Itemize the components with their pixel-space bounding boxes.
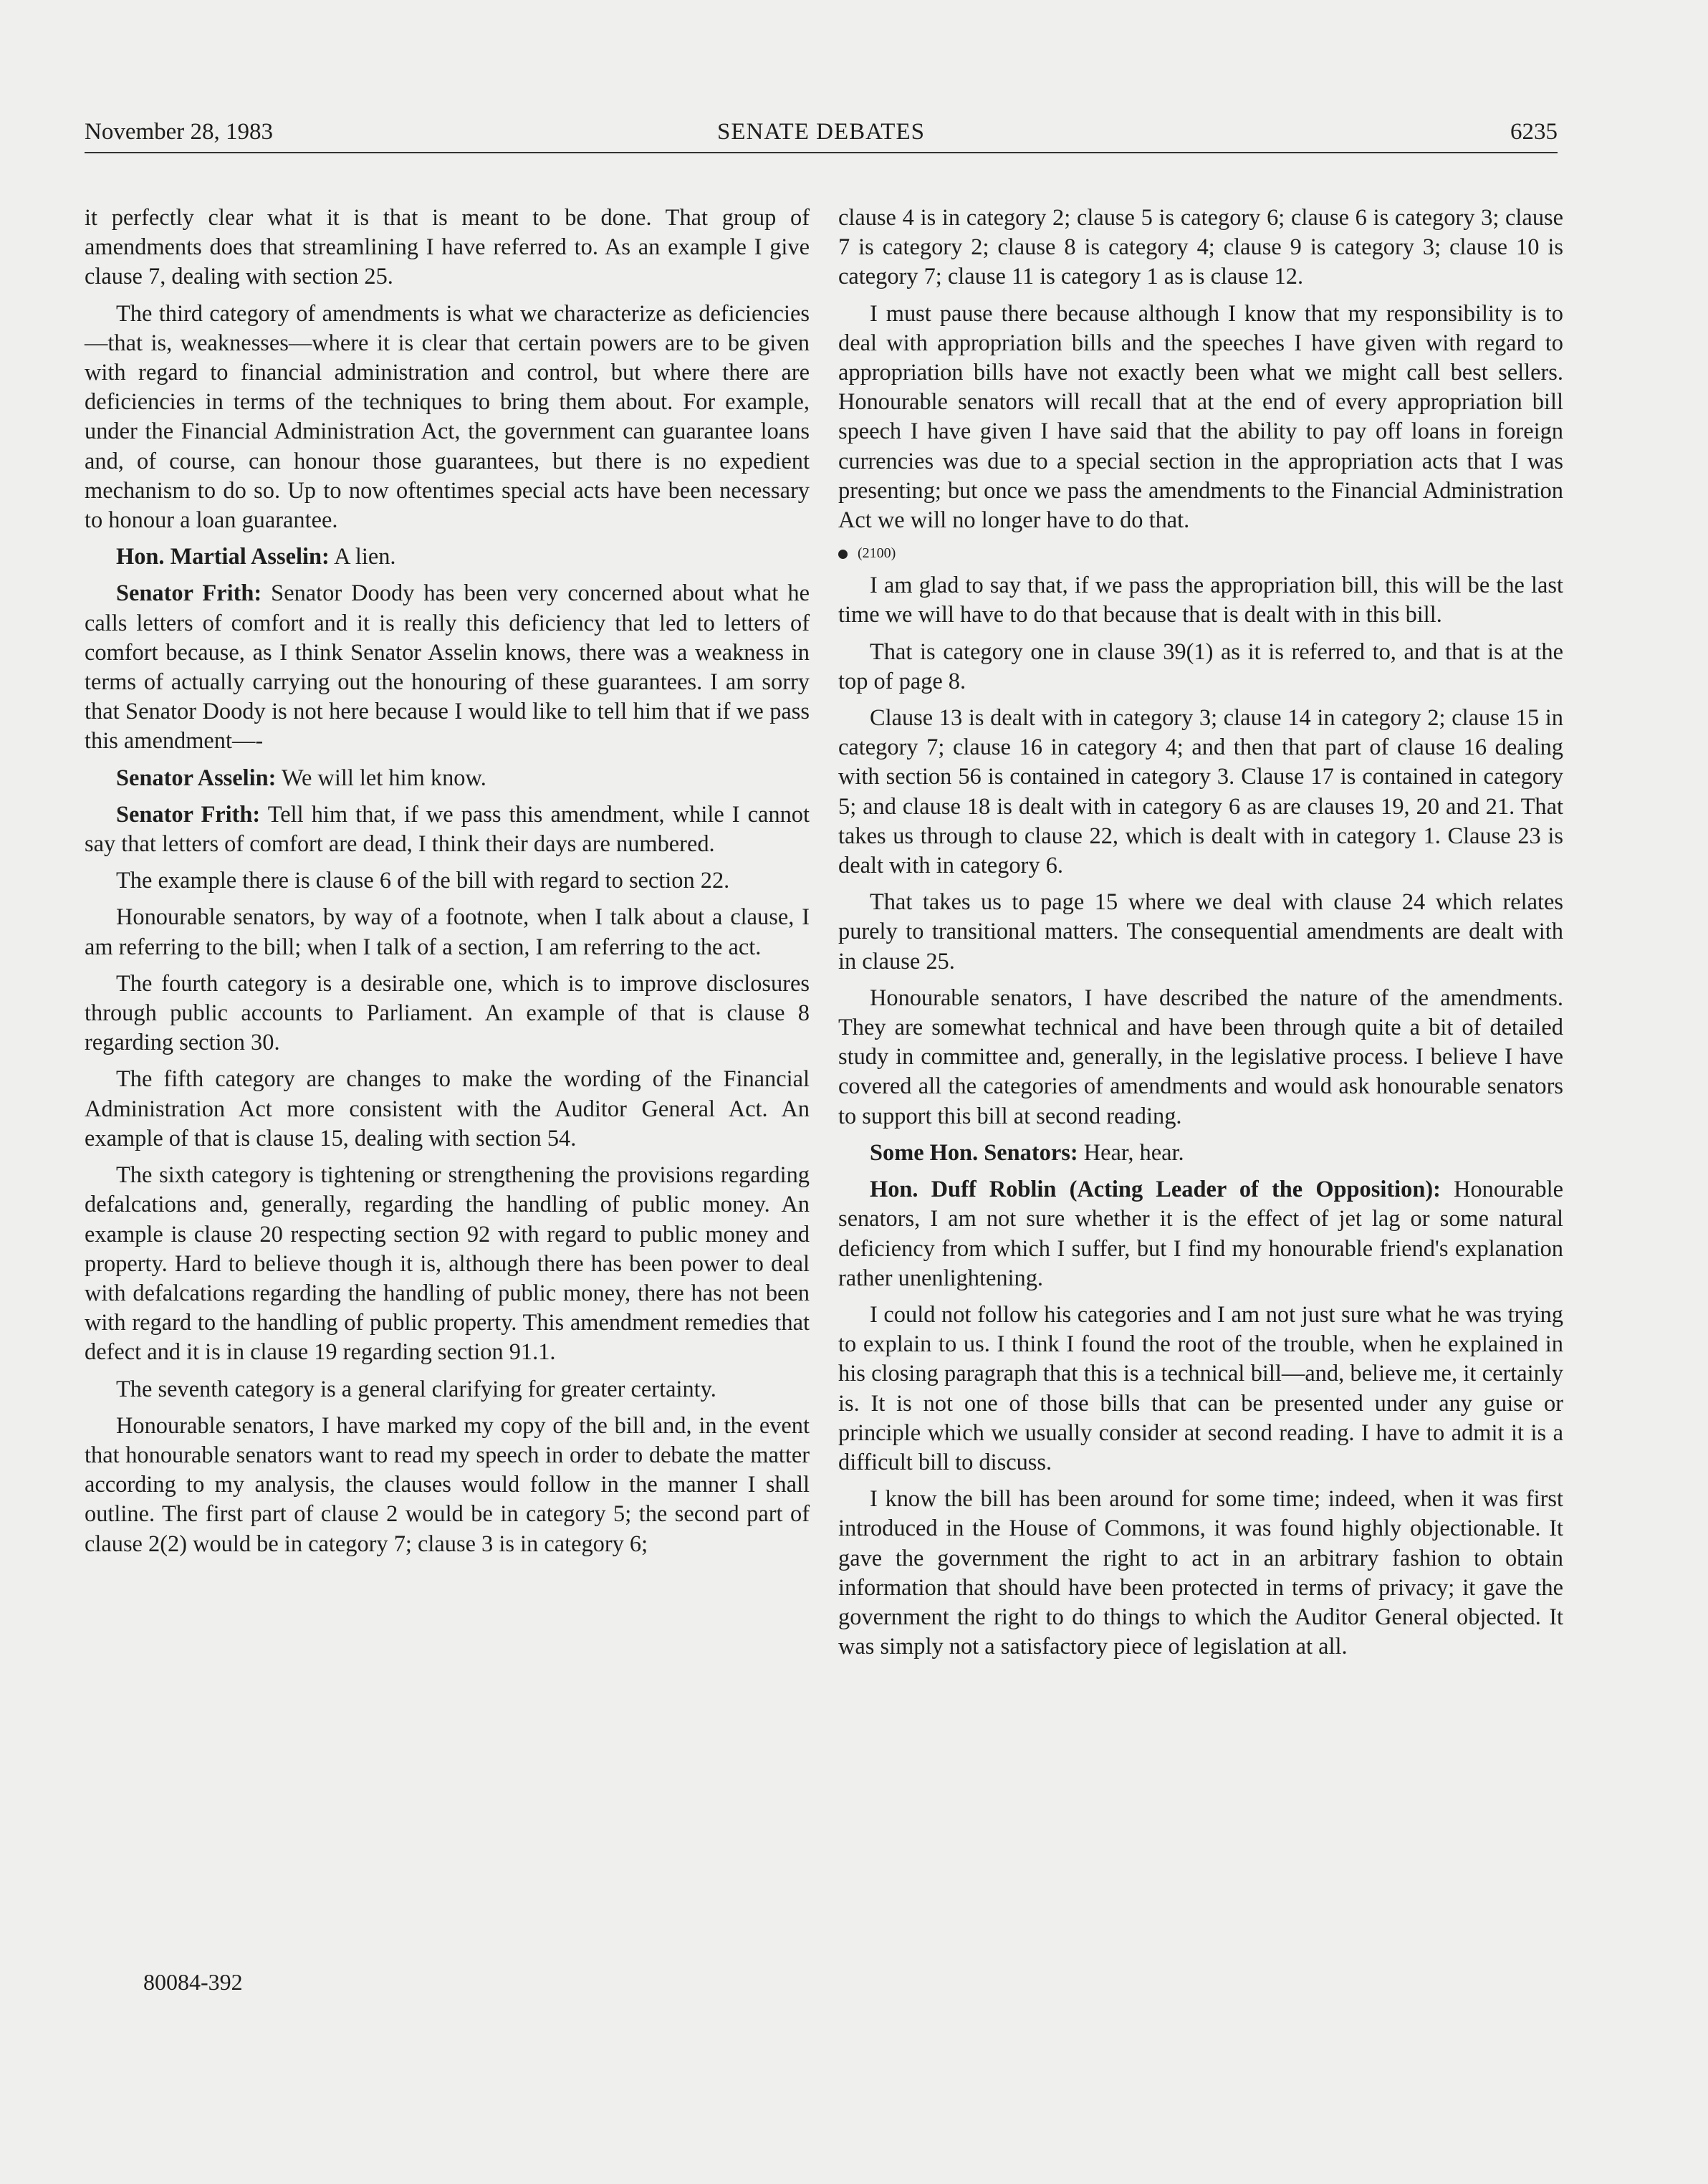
paragraph xyxy=(85,579,810,756)
speaker-name: Hon. Duff Roblin (Acting Leader of the Opposition): xyxy=(870,1177,1441,1203)
paragraph xyxy=(85,764,810,793)
header-page-number: 6235 xyxy=(1510,119,1558,145)
paragraph: I am glad to say that, if we pass the appropriation bill, this will be the last time we will have to do that because that is dealt with in this bill. xyxy=(838,573,1563,628)
speaker-name: Hon. Martial Asselin: xyxy=(116,544,330,570)
time-marker xyxy=(838,542,1563,564)
paragraph: I know the bill has been around for some time; indeed, when it was first introduced in the House of Commons, it was found highly objectionable. It gave the government the right to act in an arbitrary fashion to obtain information that should have been protected in terms of privacy; it gave the government the right to do things to which the Auditor General objected. It was simply not a satisfactory piece of legislation at all. xyxy=(838,1486,1563,1660)
paragraph: clause 4 is in category 2; clause 5 is category 6; clause 6 is category 3; clause 7 is category 2; clause 8 is category 4; clause 9 is category 3; clause 10 is category 7; clause 11 is category 1 as is clause 12. xyxy=(838,205,1563,290)
header-date: November 28, 1983 xyxy=(85,119,274,145)
time-marker-text: (2100) xyxy=(858,545,896,562)
header-title: SENATE DEBATES xyxy=(717,119,925,145)
paragraph: Honourable senators, by way of a footnote, when I talk about a clause, I am referring to the bill; when I talk of a section, I am referring to the act. xyxy=(85,904,810,960)
paragraph xyxy=(85,800,810,859)
paragraph: Clause 13 is dealt with in category 3; clause 14 in category 2; clause 15 in category 7; clause 16 in category 4; and then that part of clause 16 dealing with section 56 is contained in category 3. Clause 17 is contained in category 5; and clause 18 is dealt with in category 6 as are clauses 19, 20 and 21. That takes us through to clause 22, which is dealt with in category 1. Clause 23 is dealt with in category 6. xyxy=(838,705,1563,879)
speech-text: Tell him that, if we pass this amendment, while I cannot say that letters of comfort are dead, I think their days are numbered. xyxy=(85,801,810,858)
left-column xyxy=(85,203,810,1566)
right-column xyxy=(838,203,1563,1669)
page-header xyxy=(85,119,1558,153)
speech-text: Senator Doody has been very concerned about what he calls letters of comfort and it is really this deficiency that led to letters of comfort because, as I think Senator Asselin knows, there was a weakness in terms of actually carrying out the honouring of these guarantees. I am sorry that Senator Doody is not here because I would like to tell him that if we pass this amendment—- xyxy=(85,580,810,755)
paragraph xyxy=(85,542,810,572)
speaker-name: Some Hon. Senators: xyxy=(870,1139,1078,1166)
bullet-icon xyxy=(838,550,848,559)
paragraph xyxy=(838,1139,1563,1168)
speaker-name: Senator Frith: xyxy=(116,580,262,607)
speech-text: We will let him know. xyxy=(276,765,486,791)
paragraph: The fourth category is a desirable one, which is to improve disclosures through public accounts to Parliament. An example of that is clause 8 regarding section 30. xyxy=(85,970,810,1056)
paragraph: That is category one in clause 39(1) as it is referred to, and that is at the top of page 8. xyxy=(838,638,1563,694)
speech-text: A lien. xyxy=(329,544,396,570)
paragraph: The seventh category is a general clarifying for greater certainty. xyxy=(116,1376,716,1402)
paragraph: Honourable senators, I have described the nature of the amendments. They are somewhat technical and have been through quite a bit of detailed study in committee and, generally, in the legislative process. I believe I have covered all the categories of amendments and would ask honourable senators to support this bill at second reading. xyxy=(838,985,1563,1129)
paragraph: I must pause there because although I know that my responsibility is to deal with appropriation bills and the speeches I have given with regard to appropriation bills have not exactly been what we might call best sellers. Honourable senators will recall that at the end of every appropriation bill speech I have given I have said that the ability to pay off loans in foreign currencies was due to a special section in the appropriation acts that I was presenting; but once we pass the amendments to the Financial Administration Act we will no longer have to do that. xyxy=(838,300,1563,534)
paragraph: I could not follow his categories and I am not just sure what he was trying to explain to us. I think I found the root of the trouble, when he explained in his closing paragraph that this is a technical bill—and, believe me, it certainly is. It is not one of those bills that can be presented under any guise or principle which we usually consider at second reading. I have to admit it is a difficult bill to discuss. xyxy=(838,1301,1563,1475)
speaker-name: Senator Frith: xyxy=(116,801,261,828)
paragraph xyxy=(838,1175,1563,1293)
speech-text: Honourable senators, I am not sure whether it is the effect of jet lag or some natural deficiency from which I suffer, but I find my honourable friend's explanation rather unenlightening. xyxy=(838,1177,1563,1291)
paragraph: That takes us to page 15 where we deal with clause 24 which relates purely to transitional matters. The consequential amendments are dealt with in clause 25. xyxy=(838,889,1563,974)
paragraph: it perfectly clear what it is that is meant to be done. That group of amendments does that streamlining I have referred to. As an example I give clause 7, dealing with section 25. xyxy=(85,205,810,290)
footer-code: 80084-392 xyxy=(143,1969,243,1995)
paragraph: Honourable senators, I have marked my copy of the bill and, in the event that honourable senators want to read my speech in order to debate the matter according to my analysis, the clauses would follow in the manner I shall outline. The first part of clause 2 would be in category 5; the second part of clause 2(2) would be in category 7; clause 3 is in category 6; xyxy=(85,1412,810,1557)
paragraph: The fifth category are changes to make the wording of the Financial Administration Act more consistent with the Auditor General Act. An example of that is clause 15, dealing with section 54. xyxy=(85,1066,810,1151)
paragraph: The example there is clause 6 of the bill with regard to section 22. xyxy=(116,868,730,894)
paragraph: The sixth category is tightening or strengthening the provisions regarding defalcations and, generally, regarding the handling of public money. An example is clause 20 respecting section 92 with regard to public money and property. Hard to believe though it is, although there has been power to deal with defalcations regarding the handling of public money, there has not been with regard to the handling of public property. This amendment remedies that defect and it is in clause 19 regarding section 91.1. xyxy=(85,1162,810,1366)
speech-text: Hear, hear. xyxy=(1078,1139,1184,1166)
speaker-name: Senator Asselin: xyxy=(116,765,277,791)
paragraph: The third category of amendments is what we characterize as deficiencies—that is, weaknesses—where it is clear that certain powers are to be given with regard to financial administration and control, but where there are deficiencies in terms of the techniques to bring them about. For example, under the Financial Administration Act, the government can guarantee loans and, of course, can honour those guarantees, but there is no expedient mechanism to do so. Up to now oftentimes special acts have been necessary to honour a loan guarantee. xyxy=(85,300,810,534)
